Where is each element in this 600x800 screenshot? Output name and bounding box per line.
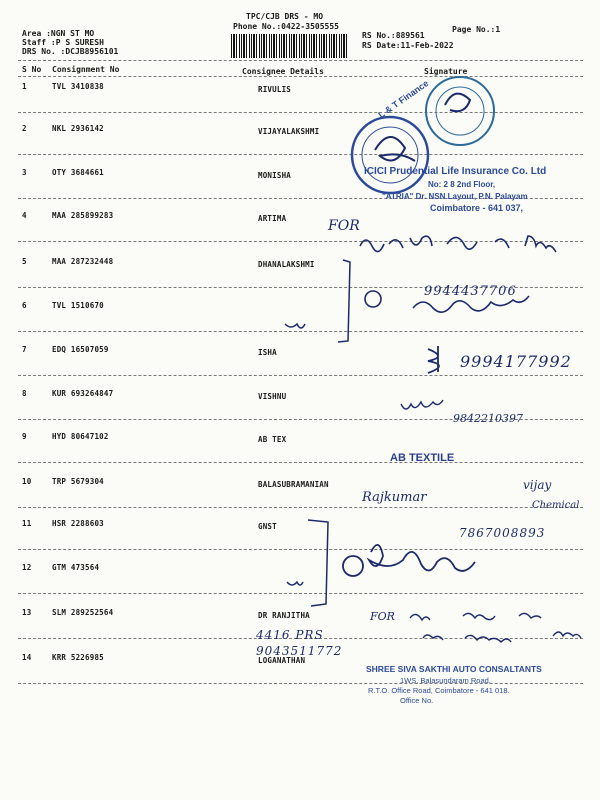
- icici-stamp-addr1: No: 2 8 2nd Floor,: [428, 180, 496, 189]
- row-consignment-no: GTM 473564: [52, 563, 100, 572]
- row-consignment-no: KUR 693264847: [52, 389, 114, 398]
- handwritten-marks-row11: [283, 518, 523, 608]
- row-sno: 8: [22, 389, 27, 398]
- ab-tex-stamp: AB TEXTILE: [390, 452, 455, 464]
- icici-stamp-addr3: Coimbatore - 641 037,: [430, 203, 524, 213]
- handwritten-marks-row5: [328, 256, 573, 346]
- rs-number: RS No.:889561: [362, 31, 425, 40]
- row-consignment-no: MAA 285899283: [52, 211, 114, 220]
- row-consignment-no: HSR 2288603: [52, 519, 104, 528]
- handwritten-for: FOR: [328, 218, 360, 234]
- col-consignee: Consignee Details: [242, 67, 324, 76]
- row-consignee: MONISHA: [258, 171, 292, 180]
- icici-stamp-addr2: "ATRIA" Dr. NSN Layout, P.N. Palayam: [382, 192, 528, 201]
- lt-finance-stamp: L & T Finance: [376, 78, 431, 120]
- row-consignee: DR RANJITHA: [258, 611, 310, 620]
- row-consignee: BALASUBRAMANIAN: [258, 480, 329, 489]
- row-sno: 12: [22, 563, 32, 572]
- handwritten-phone-row11: 7867008893: [459, 526, 546, 540]
- barcode: [231, 34, 349, 58]
- siva-stamp-addr3: Office No.: [400, 696, 434, 705]
- row-consignment-no: KRR 5226985: [52, 653, 104, 662]
- row-sno: 5: [22, 257, 27, 266]
- handwritten-phone-row8: 9842210397: [453, 412, 523, 425]
- page-number: Page No.:1: [452, 25, 501, 34]
- handwritten-phone-row7: 9994177992: [460, 352, 572, 371]
- handwritten-tick-row6: [282, 320, 307, 334]
- row-consignee: VIJAYALAKSHMI: [258, 127, 320, 136]
- row-consignment-no: NKL 2936142: [52, 124, 104, 133]
- handwritten-phone-row13: 9043511772: [256, 644, 343, 658]
- row-sno: 7: [22, 345, 27, 354]
- phone-number: Phone No.:0422-3505555: [233, 22, 339, 31]
- icici-stamp-name: ICICI Prudential Life Insurance Co. Ltd: [364, 166, 547, 177]
- row-consignee: ARTIMA: [258, 214, 287, 223]
- row-consignee: AB TEX: [258, 435, 287, 444]
- report-title: TPC/CJB DRS - MO: [246, 12, 324, 21]
- divider: [18, 60, 583, 61]
- row-consignment-no: SLM 289252564: [52, 608, 114, 617]
- siva-stamp-name: SHREE SIVA SAKTHI AUTO CONSALTANTS: [366, 664, 542, 674]
- row-consignee: LOGANATHAN: [258, 656, 306, 665]
- row-sno: 2: [22, 124, 27, 133]
- siva-stamp-addr2: R.T.O. Office Road, Coimbatore - 641 018.: [368, 686, 510, 695]
- handwritten-signature-row8: [398, 398, 448, 416]
- row-divider: [18, 507, 583, 508]
- row-consignment-no: TVL 1510670: [52, 301, 104, 310]
- row-consignment-no: TVL 3410838: [52, 82, 104, 91]
- row-consignment-no: MAA 287232448: [52, 257, 114, 266]
- stamps-graphic: [345, 75, 505, 195]
- row-divider: [18, 375, 583, 376]
- drs-number: DRS No. :DCJB8956101: [22, 47, 119, 56]
- handwritten-chemical-row10: Chemical: [532, 500, 580, 511]
- row-consignee: ISHA: [258, 348, 277, 357]
- handwritten-vijay-row10: vijay: [523, 478, 552, 492]
- handwritten-address-row13: 4416 PRS: [256, 628, 324, 642]
- handwritten-initial-row7: [420, 344, 460, 374]
- row-sno: 11: [22, 519, 32, 528]
- row-consignment-no: OTY 3684661: [52, 168, 104, 177]
- col-signature: Signature: [424, 67, 468, 76]
- rs-date: RS Date:11-Feb-2022: [362, 41, 454, 50]
- staff-label: Staff :P S SURESH: [22, 38, 104, 47]
- row-consignment-no: HYD 80647102: [52, 432, 109, 441]
- handwritten-for-row13: FOR: [370, 610, 395, 623]
- row-sno: 6: [22, 301, 27, 310]
- row-sno: 10: [22, 477, 32, 486]
- row-sno: 3: [22, 168, 27, 177]
- row-sno: 4: [22, 211, 27, 220]
- row-divider: [18, 683, 583, 684]
- siva-stamp-addr1: 1WS, Balasundaram Road,: [400, 676, 491, 685]
- row-consignee: RIVULIS: [258, 85, 292, 94]
- handwritten-tamil-row13: [405, 606, 595, 646]
- row-consignee: GNST: [258, 522, 277, 531]
- row-sno: 13: [22, 608, 32, 617]
- row-sno: 1: [22, 82, 27, 91]
- col-sno: S No: [22, 65, 42, 74]
- handwritten-name-row10: Rajkumar: [362, 490, 427, 505]
- row-divider: [18, 462, 583, 463]
- row-consignment-no: TRP 5679304: [52, 477, 104, 486]
- row-sno: 14: [22, 653, 32, 662]
- handwritten-tamil-shop: [355, 228, 570, 258]
- row-consignee: VISHNU: [258, 392, 287, 401]
- area-label: Area :NGN ST MO: [22, 29, 95, 38]
- row-consignee: DHANALAKSHMI: [258, 260, 315, 269]
- row-sno: 9: [22, 432, 27, 441]
- col-consignment: Consignment No: [52, 65, 120, 74]
- handwritten-phone-row5: 9944437706: [424, 284, 517, 299]
- row-consignment-no: EDQ 16507059: [52, 345, 109, 354]
